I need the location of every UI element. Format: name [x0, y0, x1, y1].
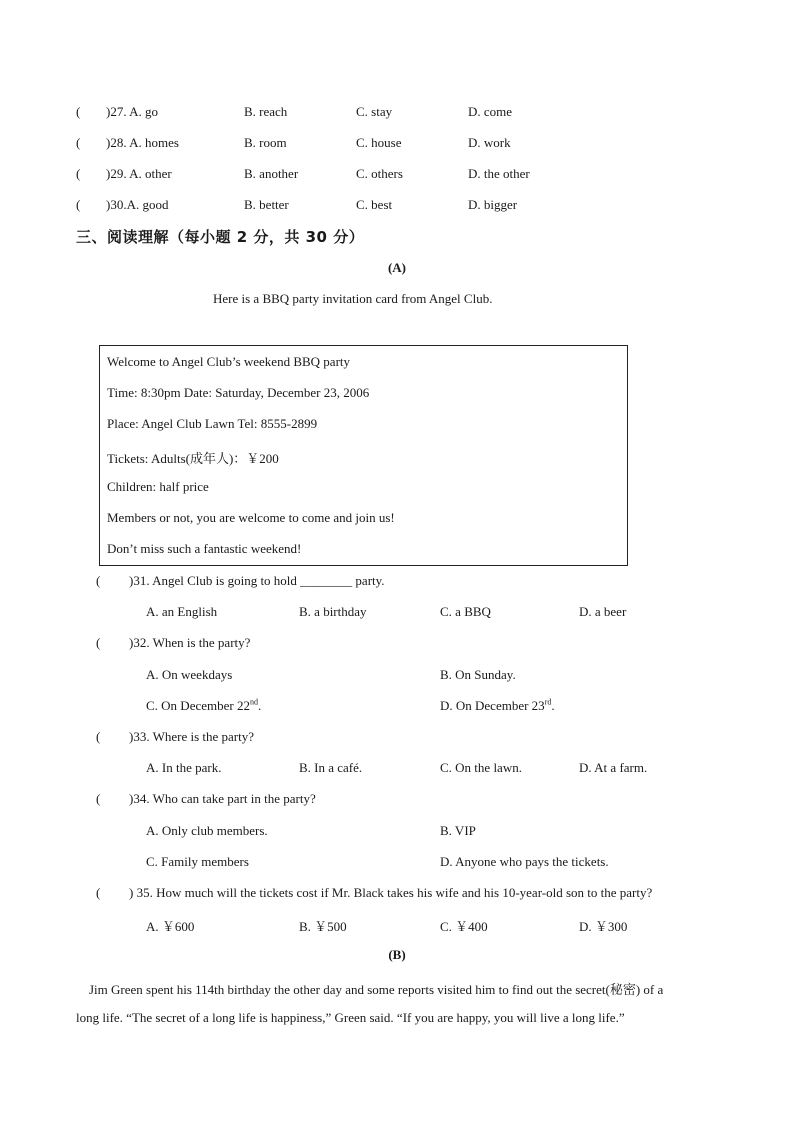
option-b: B. ￥500 [299, 919, 347, 934]
option-c: C. Family members [146, 854, 249, 869]
section-heading: 三、阅读理解（每小题 2 分，共 30 分） [76, 228, 365, 246]
card-place-tel-line: Place: Angel Club Lawn Tel: 8555-2899 [107, 416, 318, 431]
card-dont-miss-line: Don’t miss such a fantastic weekend! [107, 541, 302, 556]
option-b: B. room [244, 135, 287, 150]
option-b: B. On Sunday. [440, 667, 516, 682]
option-b: B. VIP [440, 823, 476, 838]
passage-a-label: (A) [387, 260, 407, 275]
invitation-card [99, 345, 628, 566]
question-stem: )32. When is the party? [129, 635, 251, 650]
question-number-option-a: )29. A. other [106, 166, 172, 181]
card-children-line: Children: half price [107, 479, 209, 494]
option-d: D. ￥300 [579, 919, 628, 934]
card-time-date-line: Time: 8:30pm Date: Saturday, December 23, 2006 [107, 385, 370, 400]
option-c: C. others [356, 166, 403, 181]
option-a: A. an English [146, 604, 218, 619]
option-b: B. a birthday [299, 604, 367, 619]
option-b: B. In a café. [299, 760, 363, 775]
passage-a-intro: Here is a BBQ party invitation card from Angel Club. [213, 291, 493, 306]
option-a: A. Only club members. [146, 823, 268, 838]
option-b: B. another [244, 166, 299, 181]
answer-paren: ( [76, 166, 81, 181]
card-welcome-line: Welcome to Angel Club’s weekend BBQ party [107, 354, 351, 369]
option-c-ordinal: nd [249, 697, 258, 707]
option-d: D. At a farm. [579, 760, 648, 775]
option-a: A. On weekdays [146, 667, 233, 682]
option-c: C. a BBQ [440, 604, 491, 619]
answer-paren: ( [96, 791, 101, 806]
question-number-option-a: )27. A. go [106, 104, 158, 119]
passage-b-line-1: Jim Green spent his 114th birthday the other day and some reports visited him to find out the secret(秘密) of a [89, 982, 664, 997]
option-c: C. house [356, 135, 402, 150]
question-number-option-a: )28. A. homes [106, 135, 179, 150]
option-c: C. ￥400 [440, 919, 488, 934]
card-tickets-line: Tickets: Adults(成年人)：￥200 [107, 451, 279, 466]
option-b: B. better [244, 197, 289, 212]
option-c [146, 698, 261, 714]
question-stem: ) 35. How much will the tickets cost if Mr. Black takes his wife and his 10-year-old son to the party? [129, 885, 653, 900]
option-d: D. the other [468, 166, 530, 181]
option-c: C. best [356, 197, 393, 212]
option-c-period: . [257, 698, 262, 713]
question-stem: )33. Where is the party? [129, 729, 255, 744]
option-b: B. reach [244, 104, 288, 119]
option-d: D. Anyone who pays the tickets. [440, 854, 609, 869]
option-d: D. work [468, 135, 511, 150]
answer-paren: ( [96, 573, 101, 588]
passage-b-line-2: long life. “The secret of a long life is happiness,” Green said. “If you are happy, you will live a long life.” [76, 1010, 625, 1025]
answer-paren: ( [76, 104, 81, 119]
option-c-text: C. On December 22 [146, 698, 250, 713]
answer-paren: ( [96, 729, 101, 744]
option-d-period: . [551, 698, 555, 713]
option-d: D. come [468, 104, 513, 119]
option-d: D. a beer [579, 604, 627, 619]
question-number-option-a: )30.A. good [106, 197, 169, 212]
answer-paren: ( [76, 135, 81, 150]
answer-paren: ( [96, 635, 101, 650]
answer-paren: ( [76, 197, 81, 212]
option-d-ordinal: rd [544, 697, 552, 707]
question-stem: )31. Angel Club is going to hold ________ party. [129, 573, 385, 588]
option-d: D. bigger [468, 197, 518, 212]
question-stem: )34. Who can take part in the party? [129, 791, 316, 806]
card-members-line: Members or not, you are welcome to come and join us! [107, 510, 395, 525]
option-a: A. In the park. [146, 760, 222, 775]
option-d-text: D. On December 23 [440, 698, 545, 713]
option-d [440, 698, 555, 714]
answer-paren: ( [96, 885, 101, 900]
option-c: C. stay [356, 104, 393, 119]
passage-b-label: (B) [388, 947, 406, 962]
option-c: C. On the lawn. [440, 760, 522, 775]
option-a: A. ￥600 [146, 919, 195, 934]
